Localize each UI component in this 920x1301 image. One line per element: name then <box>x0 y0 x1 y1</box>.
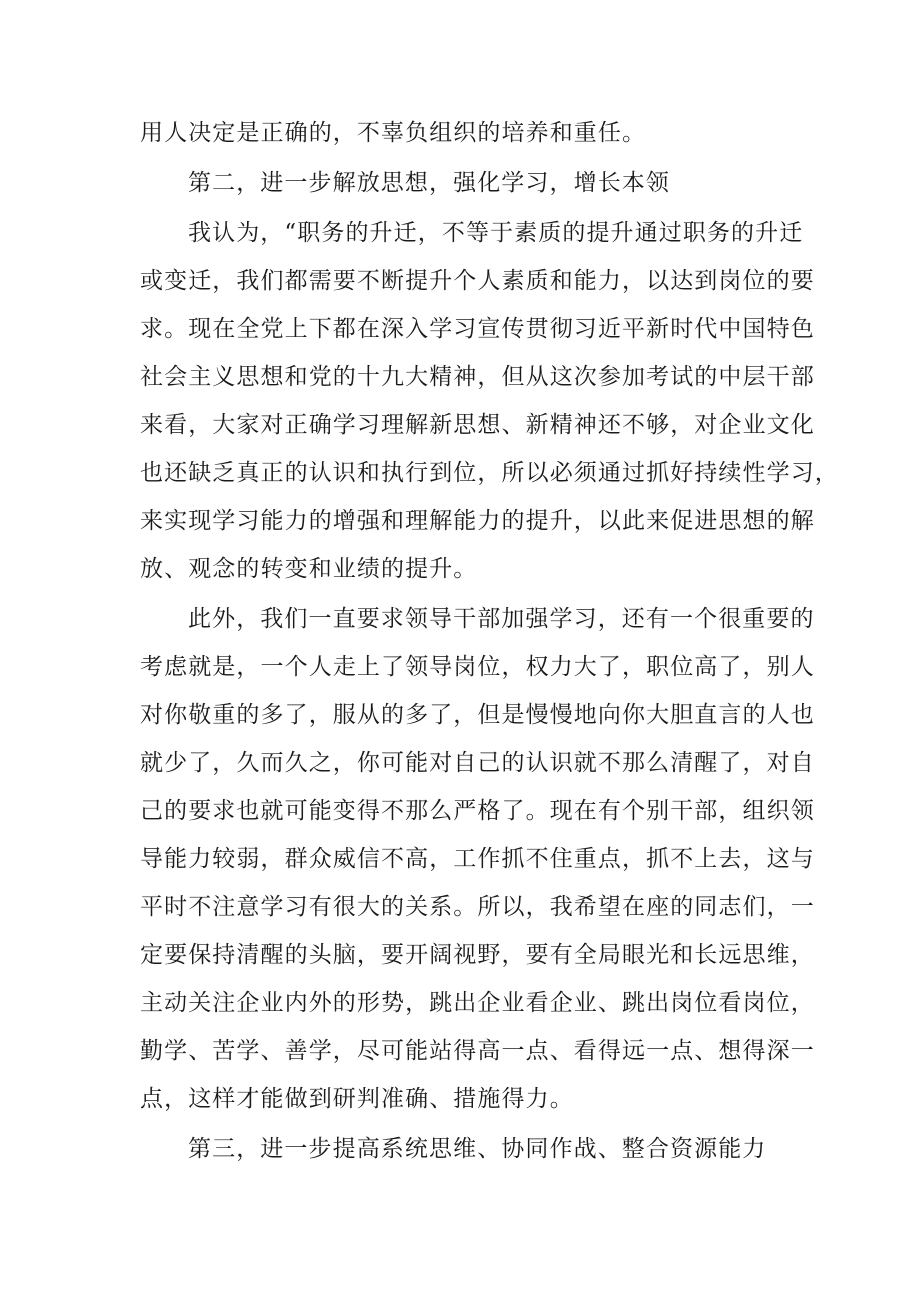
text-line: 对你敬重的多了，服从的多了，但是慢慢地向你大胆直言的人也 <box>140 702 815 728</box>
text-line: 考虑就是，一个人走上了领导岗位，权力大了，职位高了，别人 <box>140 654 815 680</box>
text-line: 定要保持清醒的头脑，要开阔视野，要有全局眼光和长远思维， <box>140 942 815 968</box>
text-line: 平时不注意学习有很大的关系。所以，我希望在座的同志们，一 <box>140 894 815 920</box>
text-line: 就少了，久而久之，你可能对自己的认识就不那么清醒了，对自 <box>140 750 815 776</box>
text-line: 社会主义思想和党的十九大精神，但从这次参加考试的中层干部 <box>140 364 815 390</box>
section-heading-3: 第三，进一步提高系统思维、协同作战、整合资源能力 <box>188 1136 767 1162</box>
text-line: 此外，我们一直要求领导干部加强学习，还有一个很重要的 <box>188 606 815 632</box>
text-line: 导能力较弱，群众威信不高，工作抓不住重点，抓不上去，这与 <box>140 846 815 872</box>
text-line: 勤学、苦学、善学，尽可能站得高一点、看得远一点、想得深一 <box>140 1038 815 1064</box>
text-line: 点，这样才能做到研判准确、措施得力。 <box>140 1086 574 1112</box>
text-line: 求。现在全党上下都在深入学习宣传贯彻习近平新时代中国特色 <box>140 316 815 342</box>
text-line: 或变迁，我们都需要不断提升个人素质和能力，以达到岗位的要 <box>140 268 815 294</box>
text-line: 我认为，“职务的升迁，不等于素质的提升通过职务的升迁 <box>188 220 804 246</box>
text-line: 来实现学习能力的增强和理解能力的提升，以此来促进思想的解 <box>140 508 815 534</box>
text-line: 用人决定是正确的，不辜负组织的培养和重任。 <box>140 120 647 146</box>
text-line: 己的要求也就可能变得不那么严格了。现在有个别干部，组织领 <box>140 798 815 824</box>
text-line: 来看，大家对正确学习理解新思想、新精神还不够，对企业文化 <box>140 412 815 438</box>
text-line: 主动关注企业内外的形势，跳出企业看企业、跳出岗位看岗位， <box>140 990 815 1016</box>
section-heading-2: 第二，进一步解放思想，强化学习，增长本领 <box>188 170 670 196</box>
text-line: 放、观念的转变和业绩的提升。 <box>140 556 478 582</box>
text-line: 也还缺乏真正的认识和执行到位，所以必须通过抓好持续性学习， <box>140 460 839 486</box>
